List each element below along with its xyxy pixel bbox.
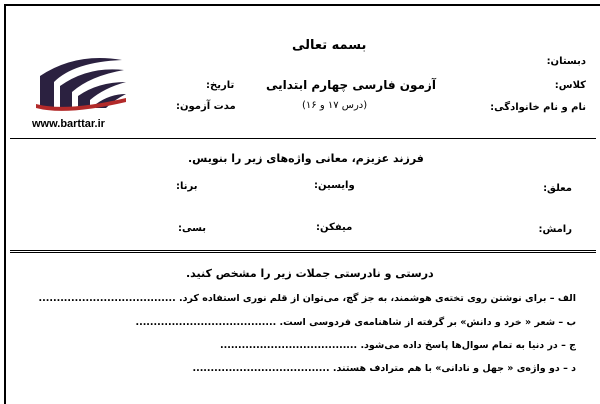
name-label: نام و نام خانوادگی: bbox=[490, 102, 586, 113]
word-field-3: برنا: bbox=[176, 181, 198, 192]
bismillah: بسمه تعالی bbox=[292, 38, 367, 53]
school-label: دبستان: bbox=[546, 56, 586, 67]
logo-graphic bbox=[26, 46, 130, 116]
word-field-5: میفکن: bbox=[316, 222, 353, 233]
duration-label: مدت آزمون: bbox=[176, 101, 236, 112]
word-field-4: رامش: bbox=[538, 224, 572, 235]
word-field-1: معلق: bbox=[543, 183, 572, 194]
section2-instruction: درستی و نادرستی جملات زیر را مشخص کنید. bbox=[186, 267, 434, 280]
class-label: کلاس: bbox=[554, 80, 586, 91]
exam-title: آزمون فارسی چهارم ابتدایی bbox=[266, 78, 436, 92]
word-field-6: بسی: bbox=[178, 223, 207, 234]
statement-item: ج – در دنیا به تمام سوال‌ها پاسخ داده می‌شود. ...................................... bbox=[220, 340, 576, 351]
date-label: تاریخ: bbox=[206, 80, 235, 91]
logo-url: www.barttar.ir bbox=[32, 118, 105, 130]
section-divider bbox=[10, 250, 596, 253]
header-divider bbox=[10, 138, 596, 139]
logo bbox=[26, 46, 130, 116]
word-field-2: وایسین: bbox=[314, 180, 355, 191]
statement-item: الف – برای نوشتن روی تخته‌ی هوشمند، به جز گچ، می‌توان از قلم نوری استفاده کرد. ...................................... bbox=[38, 293, 576, 304]
section1-instruction: فرزند عزیزم، معانی واژه‌های زیر را بنویس. bbox=[188, 152, 424, 165]
lessons-range: (درس ۱۷ و ۱۶) bbox=[302, 100, 368, 111]
statement-item: د – دو واژه‌ی « جهل و نادانی» با هم مترادف هستند. ...................................... bbox=[192, 363, 576, 374]
statement-item: ب – شعر « خرد و دانش» بر گرفته از شاهنامه‌ی فردوسی است. ....................................... bbox=[135, 317, 576, 328]
